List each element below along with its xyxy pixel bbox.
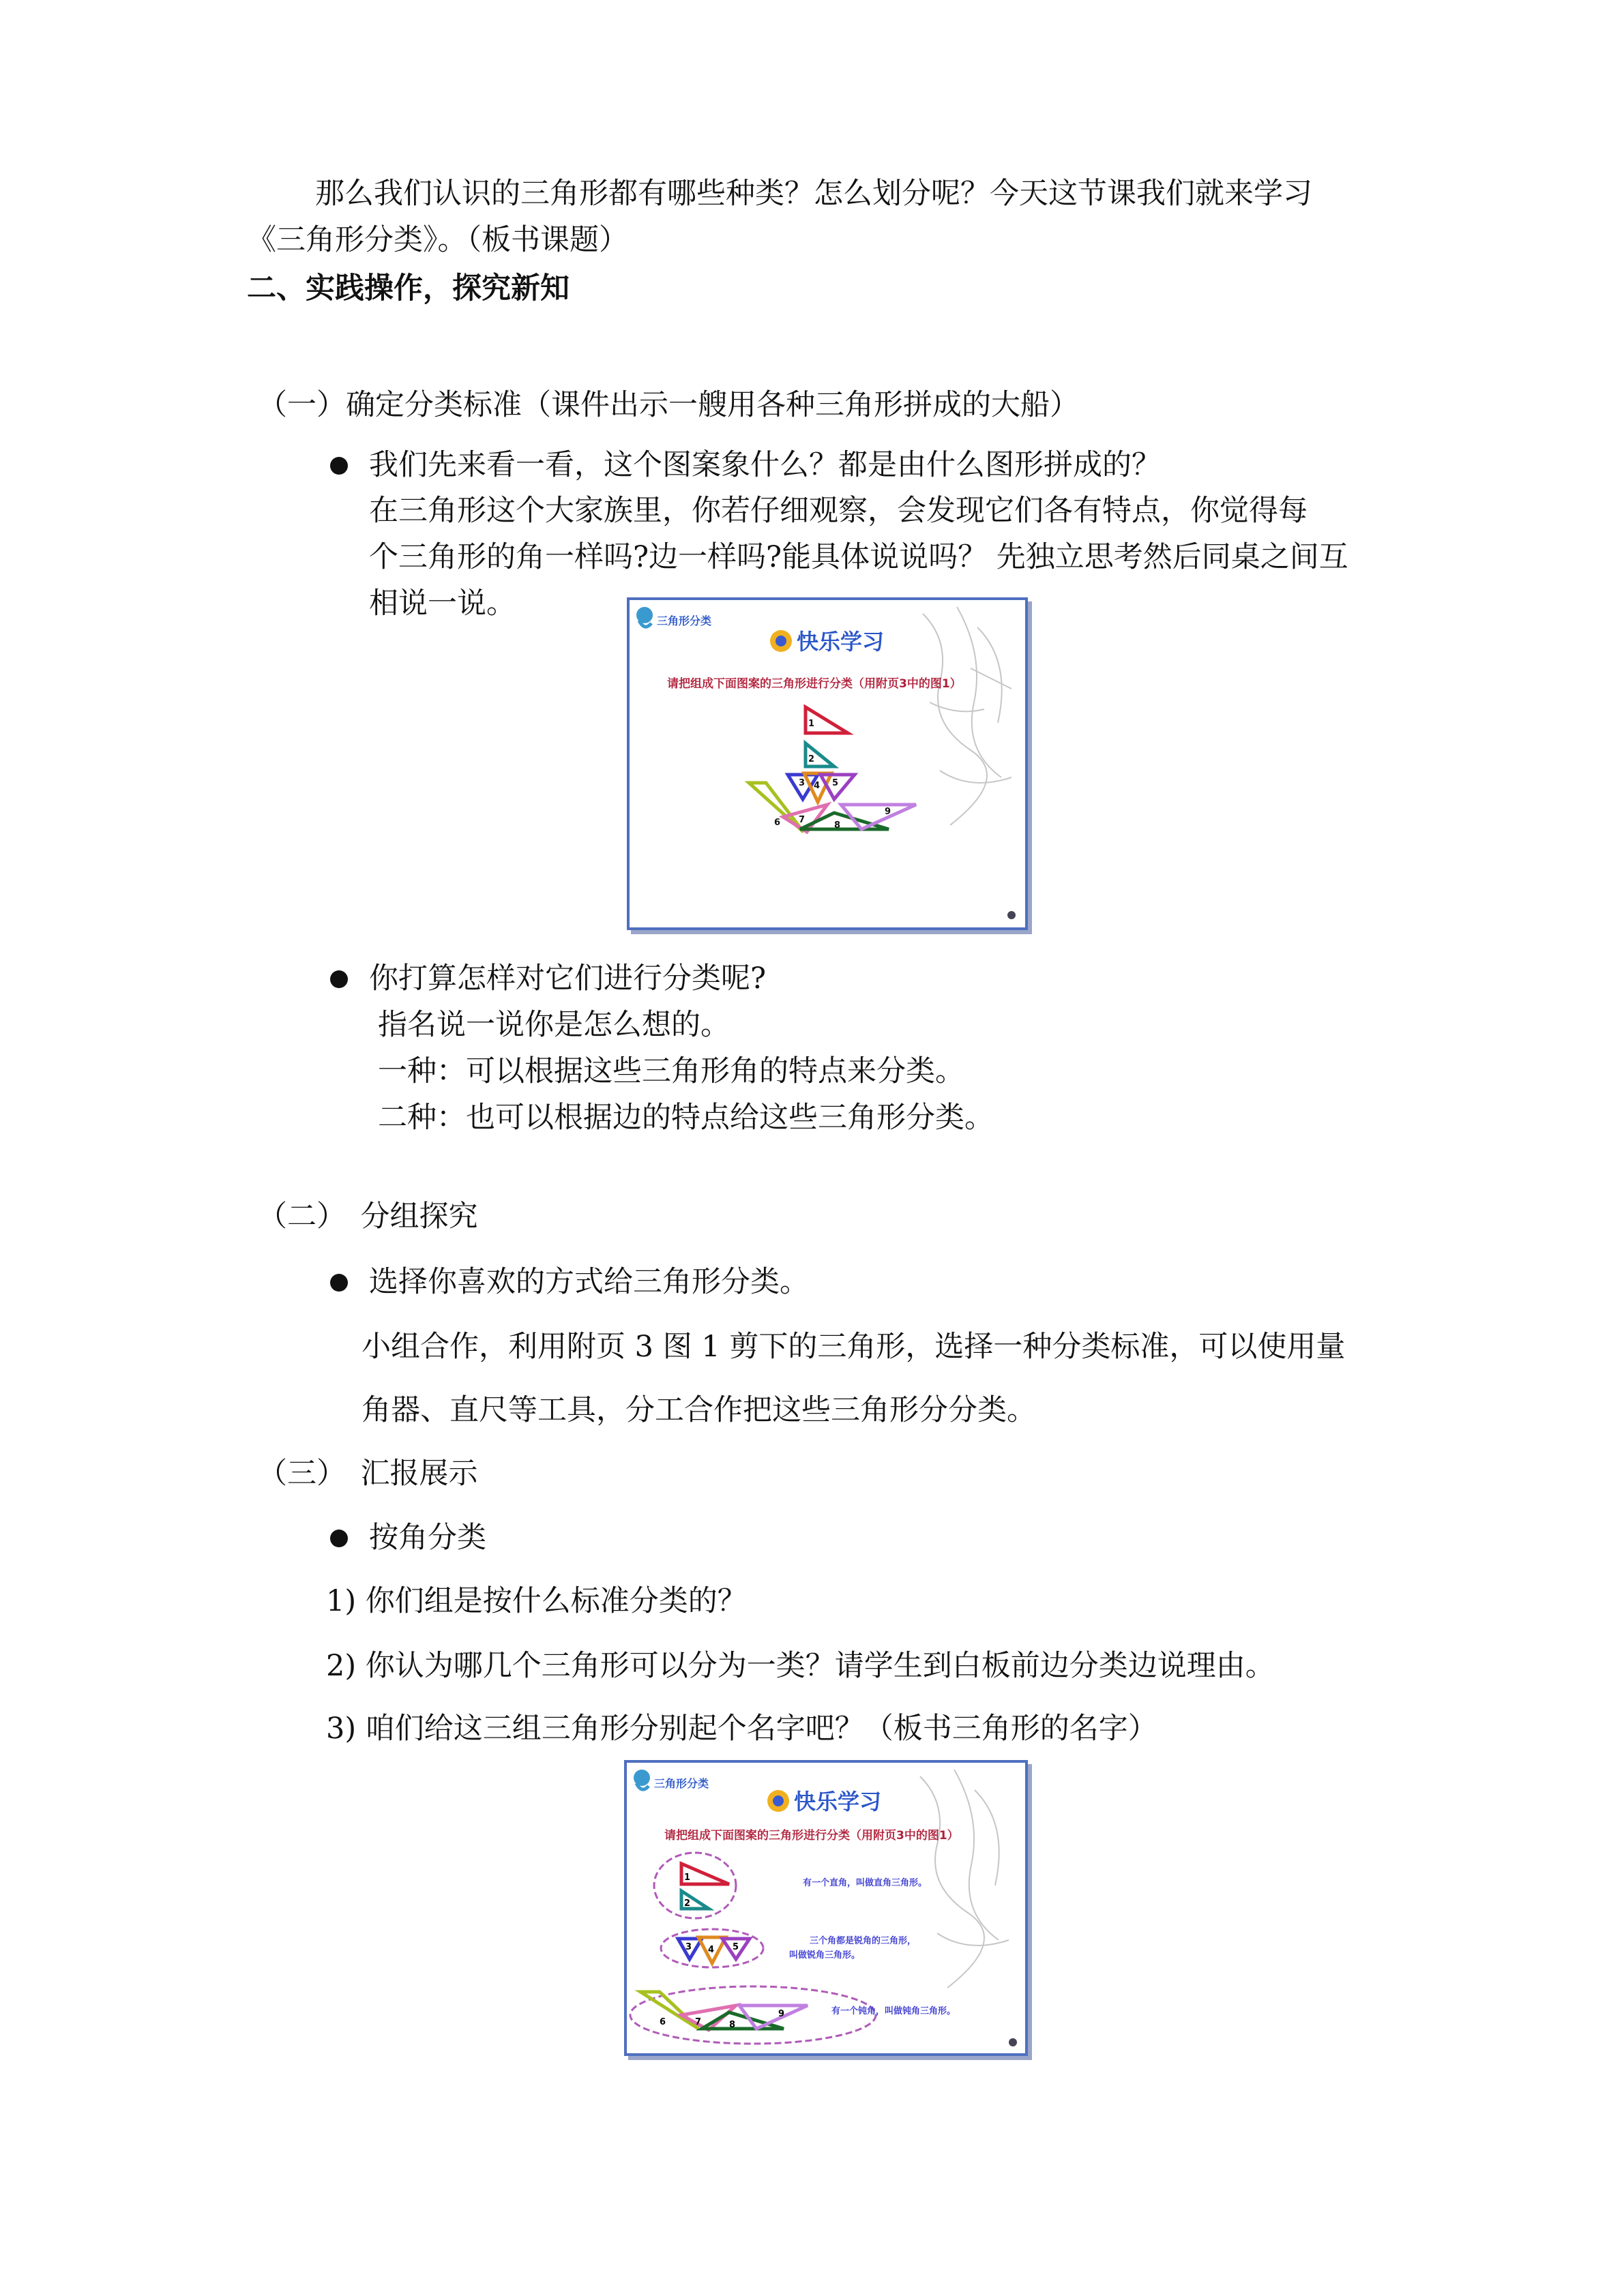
part1-bullet-2: 你打算怎样对它们进行分类呢? [369,961,767,996]
part3-item-1: 1) 你们组是按什么标准分类的？ [326,1584,747,1618]
slide-title: 快乐学习 [797,629,885,655]
part3-heading: （三） 汇报展示 [258,1457,478,1491]
part2-para-line-2: 角器、直尺等工具，分工合作把这些三角形分分类。 [361,1393,1036,1427]
bullet-dot [330,1274,348,1292]
group-3-label: 有一个钝角，叫做钝角三角形。 [831,2006,956,2016]
triangle-label: 7 [799,815,806,825]
part3-item-2: 2) 你认为哪几个三角形可以分为一类？请学生到白板前边分类边说理由。 [326,1649,1275,1683]
triangle-label: 3 [685,1942,692,1952]
bullet-dot [330,970,348,988]
slide-image-classification [624,1760,1028,2056]
intro-line-1: 那么我们认识的三角形都有哪些种类？怎么划分呢？今天这节课我们就来学习 [315,177,1312,211]
triangle-label: 1 [684,1873,691,1883]
triangle-label: 4 [814,781,821,791]
triangle-label: 1 [808,719,815,729]
part1-line-1: 指名说一说你是怎么想的。 [378,1008,730,1042]
triangle-label: 6 [774,818,781,828]
slide-classification-graphic [627,1763,1025,2053]
intro-line-2: 《三角形分类》。（板书课题） [247,223,628,257]
part1-para-line-3: 相说一说。 [369,586,516,621]
part2-heading: （二） 分组探究 [258,1199,478,1234]
triangle-label: 9 [885,807,891,817]
slide-control-icon [1009,2038,1017,2046]
triangle-label: 2 [684,1898,691,1909]
group-1-label: 有一个直角，叫做直角三角形。 [803,1878,928,1888]
triangle-label: 3 [799,778,806,788]
part1-heading: （一）确定分类标准（课件出示一艘用各种三角形拼成的大船） [258,388,1079,422]
section-heading-practice: 二、实践操作，探究新知 [247,271,570,305]
part1-line-3: 二种：也可以根据边的特点给这些三角形分类。 [378,1101,994,1135]
part1-para-line-2: 个三角形的角一样吗?边一样吗?能具体说说吗？ 先独立思考然后同桌之间互 [369,540,1348,574]
triangle-label: 4 [708,1945,715,1955]
triangle-label: 8 [729,2020,736,2030]
bullet-dot [330,1530,348,1547]
slide-ship-graphic [630,600,1025,927]
triangle-label: 2 [808,754,815,764]
group-2-label-line-2: 叫做锐角三角形。 [789,1950,861,1960]
slide-title: 快乐学习 [794,1789,882,1815]
title-badge-icon [770,630,792,652]
part1-para-line-1: 在三角形这个大家族里，你若仔细观察，会发现它们各有特点，你觉得每 [369,494,1308,528]
part3-bullet: 按角分类 [369,1521,486,1555]
part3-item-3: 3) 咱们给这三组三角形分别起个名字吧？（板书三角形的名字） [326,1712,1157,1746]
slide-logo-text: 三角形分类 [654,1777,709,1790]
part1-bullet-1: 我们先来看一看，这个图案象什么？都是由什么图形拼成的？ [369,448,1161,482]
triangle-label: 5 [733,1942,739,1952]
triangle-label: 5 [832,778,839,788]
part2-para-line-1: 小组合作，利用附页 3 图 1 剪下的三角形，选择一种分类标准，可以使用量 [361,1330,1346,1364]
bullet-dot [330,457,348,475]
slide-image-ship [627,597,1028,930]
part1-line-2: 一种：可以根据这些三角形角的特点来分类。 [378,1054,964,1088]
triangle-label: 8 [834,820,841,831]
slide-logo-text: 三角形分类 [657,614,712,627]
triangle-label: 9 [778,2009,785,2019]
part2-bullet: 选择你喜欢的方式给三角形分类。 [369,1265,809,1299]
triangle-label: 6 [660,2017,666,2027]
slide-control-icon [1007,911,1016,919]
slide-instruction: 请把组成下面图案的三角形进行分类（用附页3中的图1） [667,677,962,691]
triangle-label: 7 [695,2017,702,2027]
title-badge-icon [767,1790,789,1812]
slide-instruction: 请把组成下面图案的三角形进行分类（用附页3中的图1） [664,1829,959,1843]
group-2-label-line-1: 三个角都是锐角的三角形， [810,1936,917,1946]
